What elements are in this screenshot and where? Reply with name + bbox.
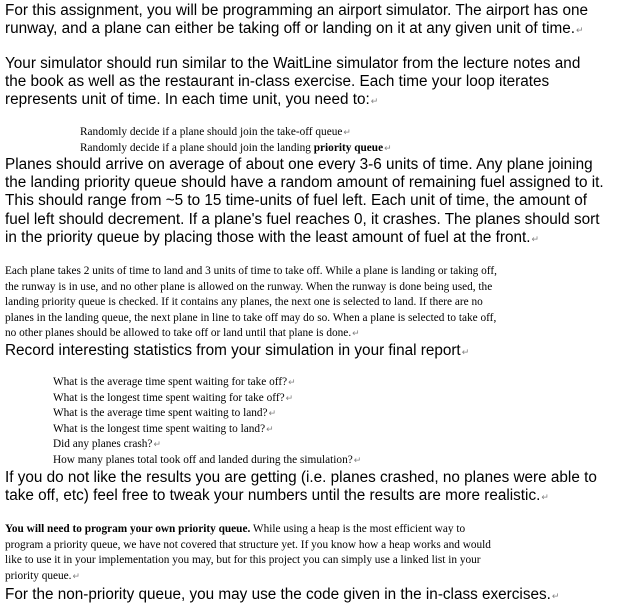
- question-item: What is the average time spent waiting to land?↵: [53, 407, 277, 420]
- priority-line-2: program a priority queue, we have not covered that structure yet. If you know how a heap works and would: [5, 538, 491, 551]
- question-item: What is the longest time spent waiting to land?↵: [53, 422, 274, 435]
- runway-line-2: the runway is in use, and no other plane is allowed on the runway. When the runway is done being used, the: [5, 280, 493, 293]
- simulator-line-1: Your simulator should run similar to the WaitLine simulator from the lecture notes and: [5, 55, 581, 72]
- paragraph-mark-icon: ↵: [268, 408, 277, 419]
- priority-line-3: like to use it in your implementation you may, but for this project you can simply use a linked list in your: [5, 554, 481, 567]
- intro-line-1: For this assignment, you will be programming an airport simulator. The airport has one: [5, 2, 588, 19]
- simulator-paragraph: [5, 55, 580, 111]
- paragraph-mark-icon: ↵: [531, 233, 540, 244]
- paragraph-mark-icon: ↵: [353, 454, 362, 465]
- simulator-line-2: the book as well as the restaurant in-class exercise. Each time your loop iterates: [5, 73, 550, 91]
- arrival-line-3: This should range from ~5 to 15 time-units of fuel left. Each unit of time, the amount of: [5, 192, 588, 210]
- paragraph-mark-icon: ↵: [72, 570, 81, 581]
- closing-paragraph: For the non-priority queue, you may use the code given in the in-class exercises.↵: [5, 586, 560, 603]
- tweak-paragraph: [5, 469, 597, 506]
- runway-line-5: no other planes should be allowed to take off or land until that plane is done.↵: [5, 327, 360, 340]
- tweak-line-2: take off, etc) feel free to tweak your numbers until the results are more realistic.↵: [5, 487, 549, 505]
- question-item: Did any planes crash?↵: [53, 438, 161, 451]
- paragraph-mark-icon: ↵: [266, 423, 274, 434]
- priority-line-1: You will need to program your own priority queue. While using a heap is the most efficient way to: [5, 523, 466, 535]
- paragraph-mark-icon: ↵: [541, 492, 549, 503]
- paragraph-mark-icon: ↵: [551, 591, 560, 601]
- steps-list: [80, 125, 392, 156]
- tweak-line-1: If you do not like the results you are getting (i.e. planes crashed, no planes were able to: [5, 469, 597, 486]
- arrival-line-5: in the priority queue by placing those with the least amount of fuel at the front.↵: [5, 228, 540, 246]
- priority-paragraph: [5, 522, 491, 584]
- paragraph-mark-icon: ↵: [352, 328, 360, 339]
- priority-line-4: priority queue.↵: [5, 569, 81, 582]
- paragraph-mark-icon: ↵: [461, 347, 470, 357]
- runway-paragraph: [5, 264, 497, 342]
- arrival-line-1: Planes should arrive on average of about one every 3-6 units of time. Any plane joining: [5, 156, 593, 173]
- arrival-paragraph: [5, 156, 604, 248]
- runway-line-3: landing priority queue is checked. If it contains any planes, the next one is selected to land. If there are no: [5, 296, 483, 309]
- step-take-off-queue: Randomly decide if a plane should join the take-off queue↵: [80, 126, 351, 138]
- paragraph-mark-icon: ↵: [153, 439, 161, 450]
- question-item: How many planes total took off and landed during the simulation?↵: [53, 453, 362, 466]
- paragraph-mark-icon: ↵: [370, 96, 379, 107]
- priority-queue-emphasis: priority queue: [313, 141, 384, 154]
- questions-list: [53, 375, 361, 469]
- runway-line-4: planes in the landing queue, the next plane in line to take off may do so. When a plane is selected to take off,: [5, 311, 497, 324]
- paragraph-mark-icon: ↵: [384, 142, 392, 153]
- paragraph-mark-icon: ↵: [576, 25, 584, 36]
- step-landing-queue: Randomly decide if a plane should join the landing priority queue↵: [80, 141, 392, 154]
- simulator-line-3: represents unit of time. In each time unit, you need to:↵: [5, 91, 379, 109]
- paragraph-mark-icon: ↵: [285, 392, 294, 403]
- intro-line-2: runway, and a plane can either be taking off or landing on it at any given unit of time.↵: [5, 20, 584, 38]
- question-item: What is the average time spent waiting for take off?↵: [53, 376, 296, 388]
- intro-paragraph: [5, 2, 588, 39]
- runway-line-1: Each plane takes 2 units of time to land and 3 units of time to take off. While a plane is landing or taking off,: [5, 265, 497, 277]
- stats-intro: Record interesting statistics from your simulation in your final report↵: [5, 342, 470, 359]
- paragraph-mark-icon: ↵: [288, 377, 296, 387]
- arrival-line-2: the landing priority queue should have a random amount of remaining fuel assigned to it.: [5, 174, 604, 192]
- question-item: What is the longest time spent waiting for take off?↵: [53, 391, 294, 404]
- arrival-line-4: fuel left should decrement. If a plane's fuel reaches 0, it crashes. The planes should sort: [5, 210, 600, 228]
- paragraph-mark-icon: ↵: [343, 127, 351, 137]
- priority-emphasis: You will need to program your own priority queue.: [5, 523, 251, 535]
